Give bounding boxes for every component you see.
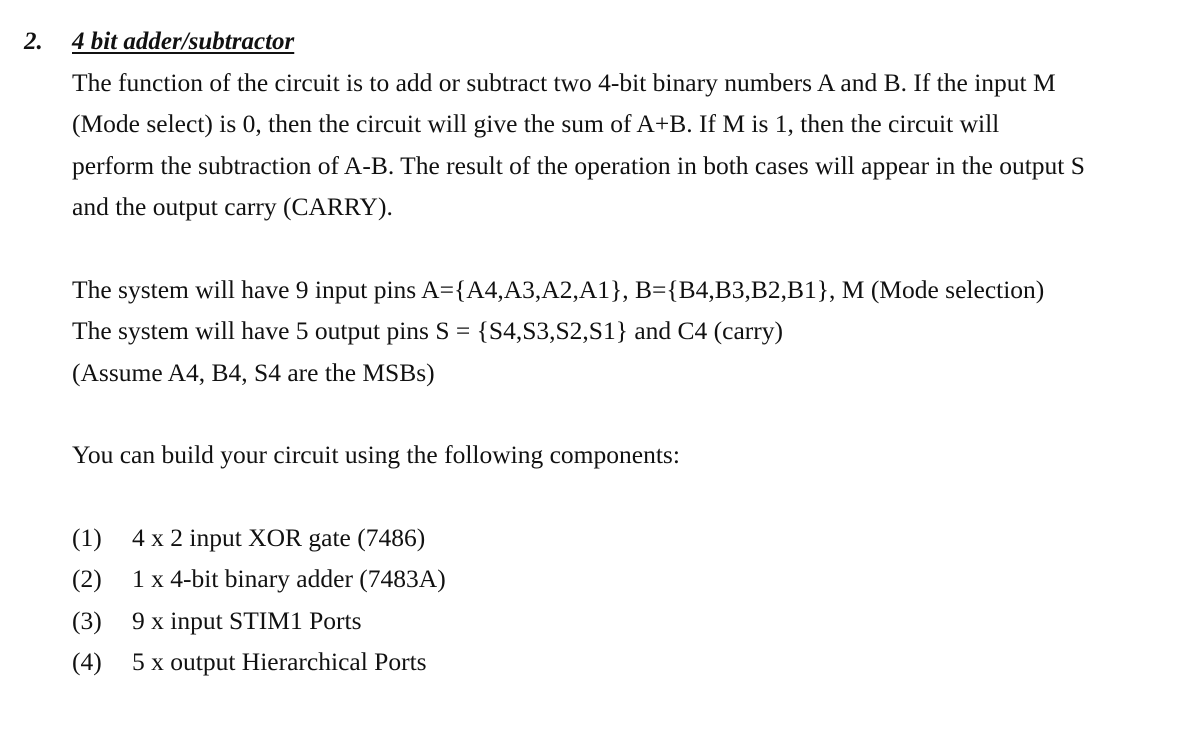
section-title: 4 bit adder/subtractor <box>72 28 295 55</box>
list-item <box>72 564 446 594</box>
list-item-number: (2) <box>72 564 102 593</box>
paragraph1-line-4: and the output carry (CARRY). <box>72 192 393 221</box>
paragraph3-line: You can build your circuit using the following components: <box>72 440 680 469</box>
paragraph2-line-2: The system will have 5 output pins S = {S4,S3,S2,S1} and C4 (carry) <box>72 316 784 345</box>
list-item-text: 5 x output Hierarchical Ports <box>132 647 427 676</box>
paragraph1-line-2: (Mode select) is 0, then the circuit will give the sum of A+B. If M is 1, then the circuit will <box>72 109 1000 138</box>
paragraph2-line-3: (Assume A4, B4, S4 are the MSBs) <box>72 358 435 387</box>
list-item-number: (1) <box>72 523 102 552</box>
list-item-text: 1 x 4-bit binary adder (7483A) <box>132 564 446 593</box>
list-item-text: 4 x 2 input XOR gate (7486) <box>132 523 426 552</box>
list-item <box>72 606 362 636</box>
list-item-number: (3) <box>72 606 102 635</box>
list-item <box>72 523 425 553</box>
list-item-text: 9 x input STIM1 Ports <box>132 606 362 635</box>
paragraph1-line-1: The function of the circuit is to add or subtract two 4-bit binary numbers A and B. If the input M <box>72 68 1056 97</box>
list-item <box>72 647 427 677</box>
section-number: 2. <box>24 28 43 55</box>
list-item-number: (4) <box>72 647 102 676</box>
paragraph2-line-1: The system will have 9 input pins A={A4,A3,A2,A1}, B={B4,B3,B2,B1}, M (Mode selection) <box>72 275 1045 304</box>
paragraph1-line-3: perform the subtraction of A-B. The result of the operation in both cases will appear in the output S <box>72 151 1085 180</box>
